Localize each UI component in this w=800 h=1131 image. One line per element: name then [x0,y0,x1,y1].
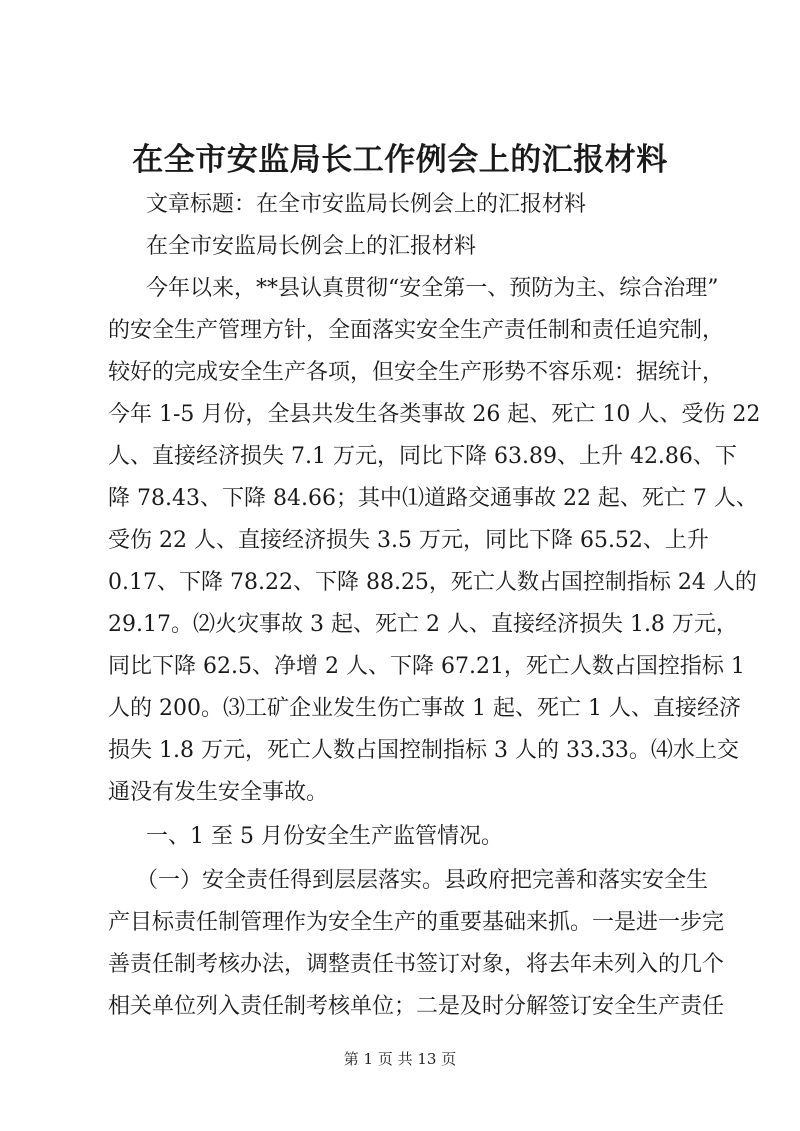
body-line: 较好的完成安全生产各项，但安全生产形势不容乐观：据统计， [108,360,725,385]
body-line: 降 78.43、下降 84.66；其中⑴道路交通事故 22 起、死亡 7 人、 [108,486,758,511]
body-line: 人的 200。⑶工矿企业发生伤亡事故 1 起、死亡 1 人、直接经济 [108,696,741,721]
subtitle-line: 在全市安监局长例会上的汇报材料 [146,234,477,259]
body-line: （一）安全责任得到层层落实。县政府把完善和落实安全生 [136,868,709,893]
body-line: 29.17。⑵火灾事故 3 起、死亡 2 人、直接经济损失 1.8 万元， [108,612,738,637]
article-title-line: 文章标题：在全市安监局长例会上的汇报材料 [146,192,587,217]
body-line: 善责任制考核办法，调整责任书签订对象，将去年未列入的几个 [108,952,725,977]
body-line: 人、直接经济损失 7.1 万元，同比下降 63.89、上升 42.86、下 [108,444,737,469]
body-line: 的安全生产管理方针，全面落实安全生产责任制和责任追究制， [108,318,725,343]
document-title: 在全市安监局长工作例会上的汇报材料 [132,142,668,178]
body-line: 产目标责任制管理作为安全生产的重要基础来抓。一是进一步完 [108,910,725,935]
body-line: 相关单位列入责任制考核单位；二是及时分解签订安全生产责任 [108,994,725,1019]
body-line: 今年以来，**县认真贯彻“安全第一、预防为主、综合治理” [146,276,719,301]
page-number-footer: 第 1 页 共 13 页 [343,1050,457,1068]
body-line: 今年 1-5 月份，全县共发生各类事故 26 起、死亡 10 人、受伤 22 [108,402,761,427]
body-line: 0.17、下降 78.22、下降 88.25，死亡人数占国控制指标 24 人的 [108,570,757,595]
body-line: 同比下降 62.5、净增 2 人、下降 67.21，死亡人数占国控指标 1 [108,654,745,679]
body-line: 损失 1.8 万元，死亡人数占国控制指标 3 人的 33.33。⑷水上交 [108,738,739,763]
body-line: 通没有发生安全事故。 [108,780,329,805]
body-line: 受伤 22 人、直接经济损失 3.5 万元，同比下降 65.52、上升 [108,528,709,553]
section-heading: 一、1 至 5 月份安全生产监管情况。 [146,824,503,849]
